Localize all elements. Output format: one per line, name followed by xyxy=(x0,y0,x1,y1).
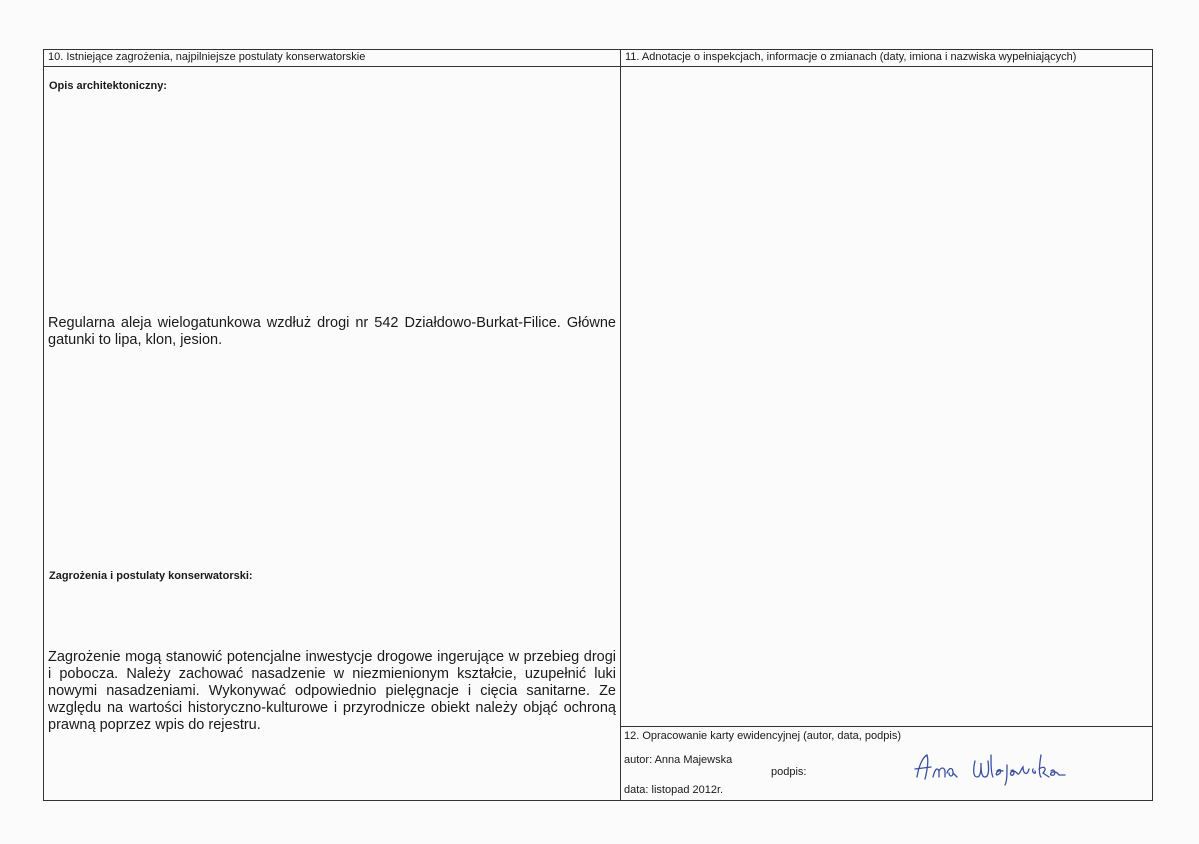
date-line: data: listopad 2012r. xyxy=(624,784,724,796)
author-line: autor: Anna Majewska xyxy=(624,754,733,766)
section-12-header: 12. Opracowanie karty ewidencyjnej (autor, data, podpis) xyxy=(624,730,901,742)
record-card-form xyxy=(43,49,1153,801)
column-divider xyxy=(620,50,621,801)
architecture-heading: Opis architektoniczny: xyxy=(49,80,167,92)
threats-description: Zagrożenie mogą stanowić potencjalne inwestycje drogowe ingerujące w przebieg drogi i pobocza. Należy zachować nasadzenie w niezmienionym kształcie, uzupełnić luki nowymi nasadzeniami. Wykonywać odpowiednio pielęgnacje i cięcia sanitarne. Ze względu na wartości historyczno-kulturowe i przyrodnicze obiekt należy objąć ochroną prawną poprzez wpis do rejestru. xyxy=(48,649,616,733)
section-11-header: 11. Adnotacje o inspekcjach, informacje o zmianach (daty, imiona i nazwiska wypełniających) xyxy=(621,50,1152,67)
section-10-header: 10. Istniejące zagrożenia, najpilniejsze postulaty konserwatorskie xyxy=(44,50,620,67)
section-12 xyxy=(621,726,1152,801)
signature-label: podpis: xyxy=(771,766,807,778)
architecture-description: Regularna aleja wielogatunkowa wzdłuż drogi nr 542 Działdowo-Burkat-Filice. Główne gatunki to lipa, klon, jesion. xyxy=(48,315,616,348)
threats-heading: Zagrożenia i postulaty konserwatorski: xyxy=(49,570,253,582)
handwritten-signature xyxy=(911,747,1091,787)
